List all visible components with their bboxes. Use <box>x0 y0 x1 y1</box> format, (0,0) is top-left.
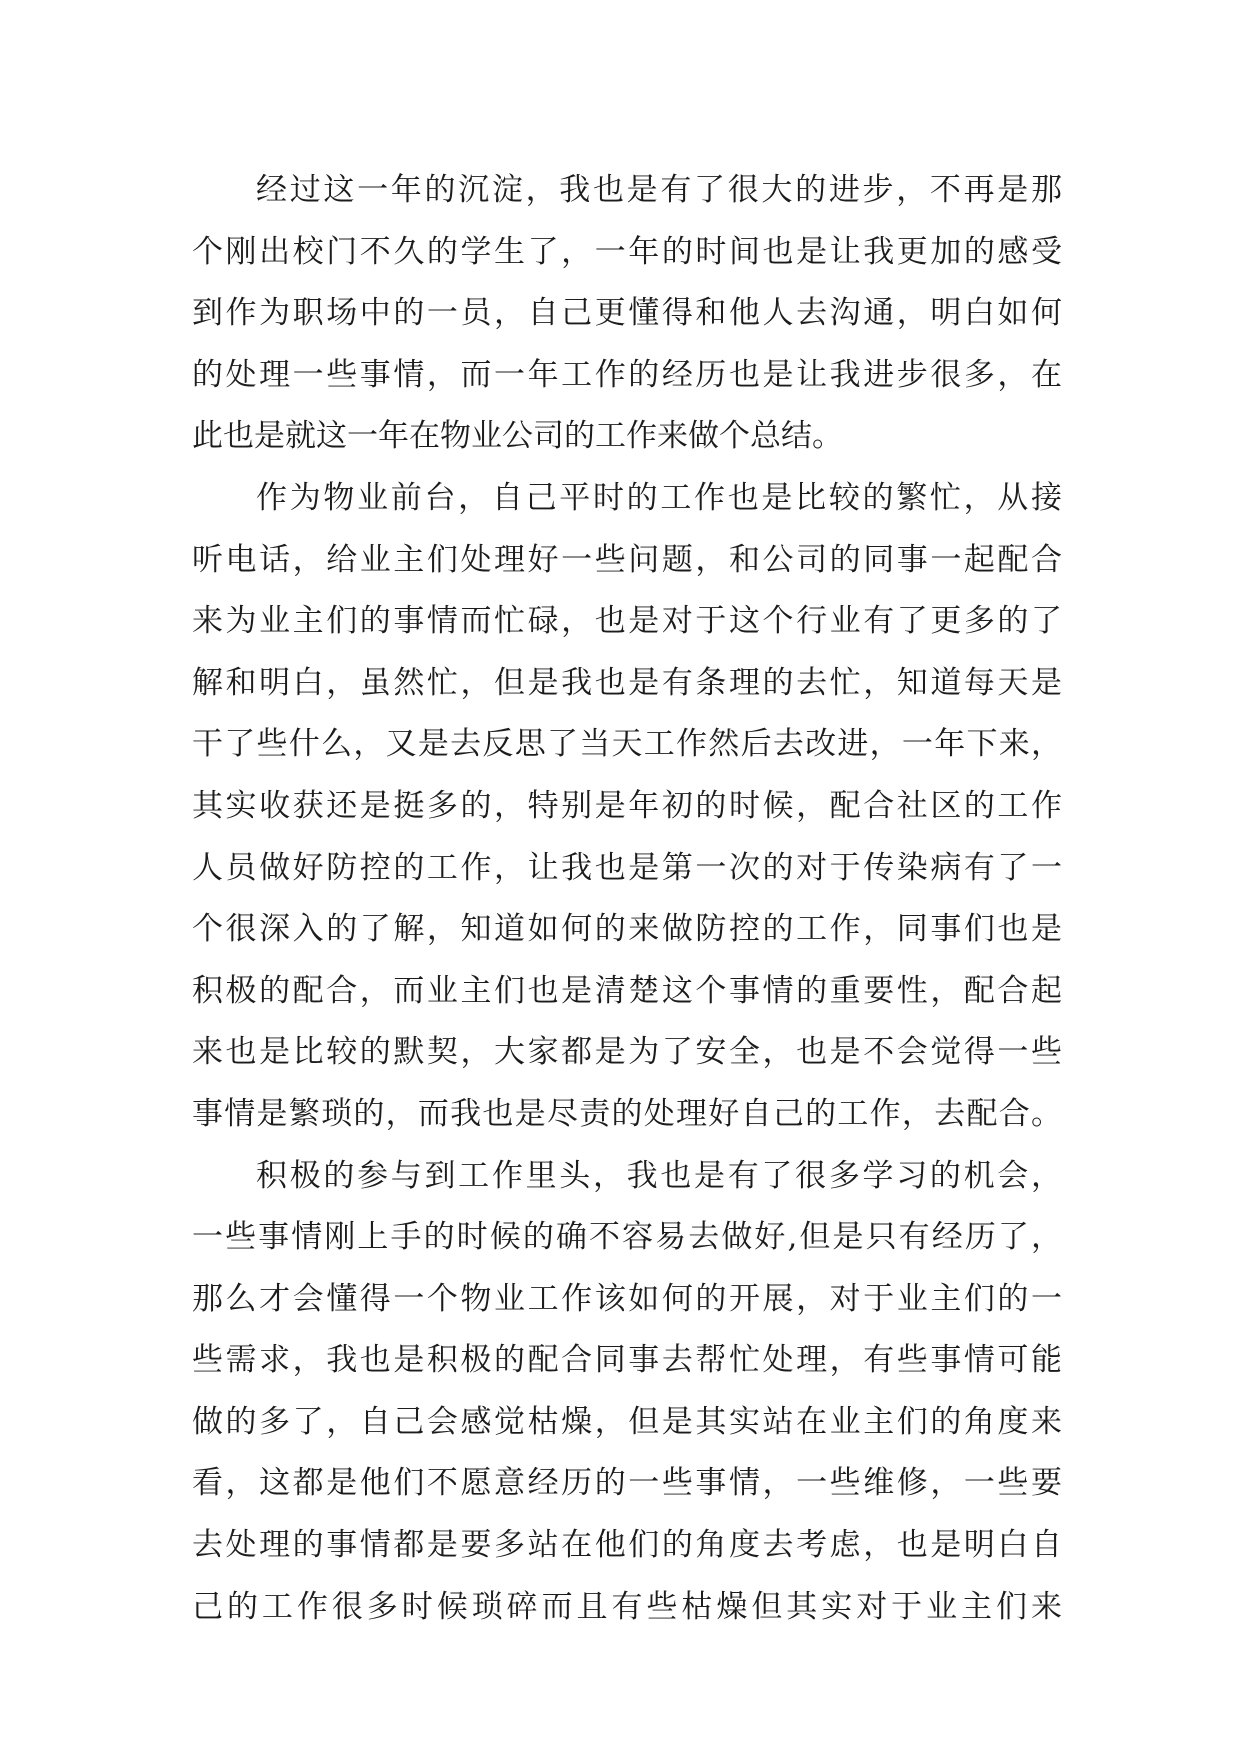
paragraph-1 <box>192 160 1062 468</box>
paragraph-2 <box>192 468 1062 1146</box>
text-line: 那么才会懂得一个物业工作该如何的开展，对于业主们的一 <box>192 1280 1062 1317</box>
text-line: 积极的参与到工作里头，我也是有了很多学习的机会， <box>256 1157 1062 1194</box>
text-line: 听电话，给业主们处理好一些问题，和公司的同事一起配合 <box>192 541 1062 578</box>
paragraph-3 <box>192 1146 1062 1639</box>
text-line: 到作为职场中的一员，自己更懂得和他人去沟通，明白如何 <box>192 295 1062 332</box>
text-line: 经过这一年的沉淀，我也是有了很大的进步，不再是那 <box>256 172 1062 208</box>
text-line: 看，这都是他们不愿意经历的一些事情，一些维修，一些要 <box>192 1465 1062 1502</box>
text-line: 人员做好防控的工作，让我也是第一次的对于传染病有了一 <box>192 849 1062 886</box>
text-line: 积极的配合，而业主们也是清楚这个事情的重要性，配合起 <box>192 972 1062 1009</box>
text-line: 个刚出校门不久的学生了，一年的时间也是让我更加的感受 <box>192 233 1062 270</box>
text-line: 来也是比较的默契，大家都是为了安全，也是不会觉得一些 <box>192 1034 1062 1071</box>
text-line: 解和明白，虽然忙，但是我也是有条理的去忙，知道每天是 <box>192 664 1062 701</box>
text-line: 此也是就这一年在物业公司的工作来做个总结。 <box>192 418 843 455</box>
text-line: 事情是繁琐的，而我也是尽责的处理好自己的工作，去配合。 <box>192 1095 1062 1132</box>
text-line: 己的工作很多时候琐碎而且有些枯燥但其实对于业主们来 <box>192 1588 1062 1625</box>
text-line: 些需求，我也是积极的配合同事去帮忙处理，有些事情可能 <box>192 1342 1062 1379</box>
text-line: 其实收获还是挺多的，特别是年初的时候，配合社区的工作 <box>192 787 1062 824</box>
text-line: 去处理的事情都是要多站在他们的角度去考虑，也是明白自 <box>192 1527 1062 1564</box>
text-line: 来为业主们的事情而忙碌，也是对于这个行业有了更多的了 <box>192 603 1062 640</box>
text-line: 干了些什么，又是去反思了当天工作然后去改进，一年下来， <box>192 726 1062 763</box>
text-line: 一些事情刚上手的时候的确不容易去做好,但是只有经历了， <box>192 1219 1062 1256</box>
text-line: 作为物业前台，自己平时的工作也是比较的繁忙，从接 <box>256 479 1062 516</box>
document-body <box>192 160 1062 1638</box>
text-line: 的处理一些事情，而一年工作的经历也是让我进步很多，在 <box>192 356 1062 393</box>
text-line: 做的多了，自己会感觉枯燥，但是其实站在业主们的角度来 <box>192 1403 1062 1440</box>
text-line: 个很深入的了解，知道如何的来做防控的工作，同事们也是 <box>192 911 1062 948</box>
